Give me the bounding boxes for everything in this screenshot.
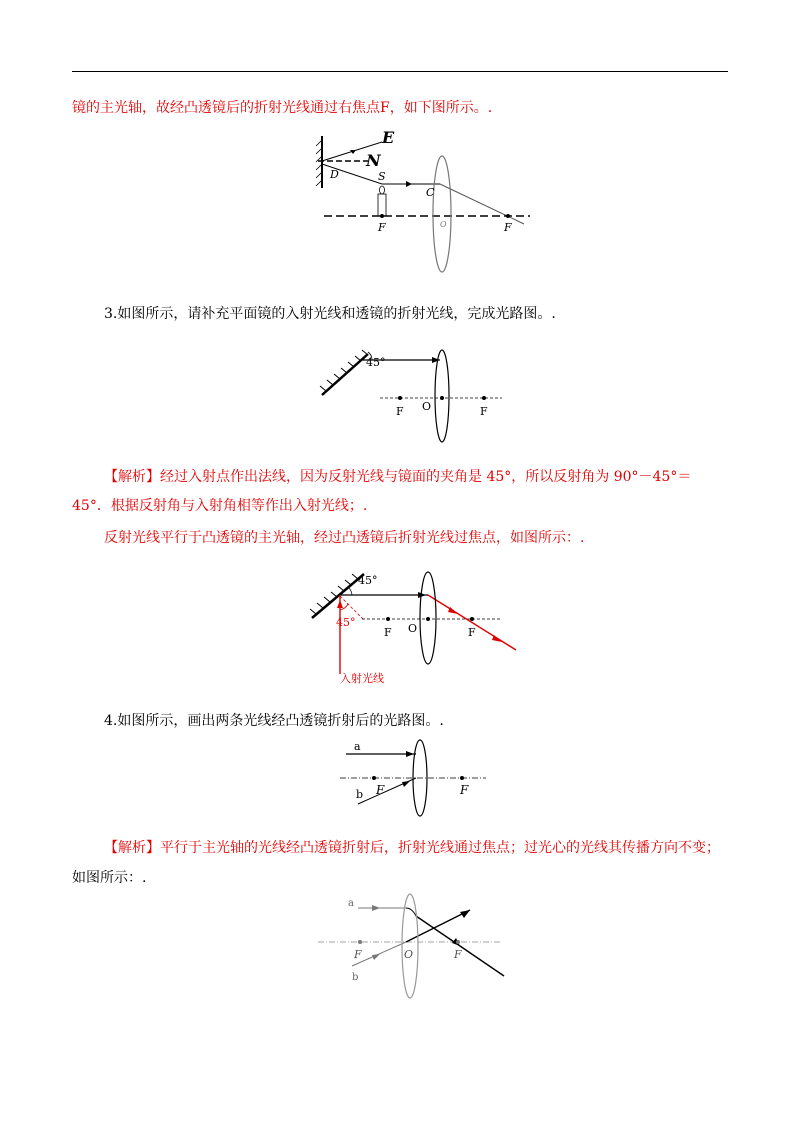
q4-question: 4.如图所示，画出两条光线经凸透镜折射后的光路图。. [104,713,444,729]
label-F-left: F [378,221,386,234]
q3-figure [316,340,516,446]
q4-analysis-line2: 如图所示：. [72,870,147,886]
q4-analysis-tag: 【解析】 [104,840,160,856]
q3-label-F-right: F [480,405,488,418]
figure-mirror-lens [300,128,550,278]
q4-answer-F-left: F [354,948,362,961]
label-O: O [440,220,447,229]
label-D: D [330,168,339,181]
q3-analysis-line1 [104,466,691,488]
q3-label-F-left: F [396,405,404,418]
q4-label-F-left: F [376,783,385,797]
q4-answer-F-right: F [454,948,462,961]
q3-answer-F-left: F [384,626,392,639]
label-C: C [426,186,435,199]
q4-answer-a: a [348,898,354,909]
label-F-right: F [504,221,512,234]
label-S: S [378,170,386,183]
top-text: 镜的主光轴，故经凸透镜后的折射光线通过右焦点F，如下图所示。. [72,100,493,116]
q3-answer-F-right: F [468,626,476,639]
q3-answer-O: O [408,622,418,635]
q3-label-O: O [422,400,432,413]
q4-label-b: b [356,788,364,801]
q4-analysis-text1: 平行于主光轴的光线经凸透镜折射后，折射光线通过焦点；过光心的光线其传播方向不变； [160,840,720,856]
q4-analysis-line1 [104,837,720,859]
label-E: E [382,128,395,147]
q4-label-F-right: F [460,783,469,797]
q3-answer-angle-top: 45° [358,574,378,587]
q4-answer-b: b [352,972,359,983]
q4-label-a: a [354,740,361,753]
q3-answer-angle-side: 45° [336,616,356,629]
q3-answer-figure [306,562,530,690]
q3-analysis-tag: 【解析】 [104,469,160,485]
q4-answer-figure [318,888,518,1006]
q3-angle-label: 45° [366,356,386,369]
q4-answer-O: O [404,948,414,961]
label-N: N [366,151,381,170]
q3-question: 3.如图所示，请补充平面镜的入射光线和透镜的折射光线，完成光路图。. [104,306,556,322]
q3-analysis-line2: 45°．根据反射角与入射角相等作出入射光线；. [72,498,368,514]
q3-incident-label: 入射光线 [340,672,384,685]
q4-figure [340,738,490,820]
header-rule [72,71,728,72]
q3-analysis-text1: 经过入射点作出法线，因为反射光线与镜面的夹角是 45°，所以反射角为 90°－45°＝ [160,469,692,485]
q3-analysis-line3: 反射光线平行于凸透镜的主光轴，经过凸透镜后折射光线过焦点，如图所示：. [104,530,585,546]
